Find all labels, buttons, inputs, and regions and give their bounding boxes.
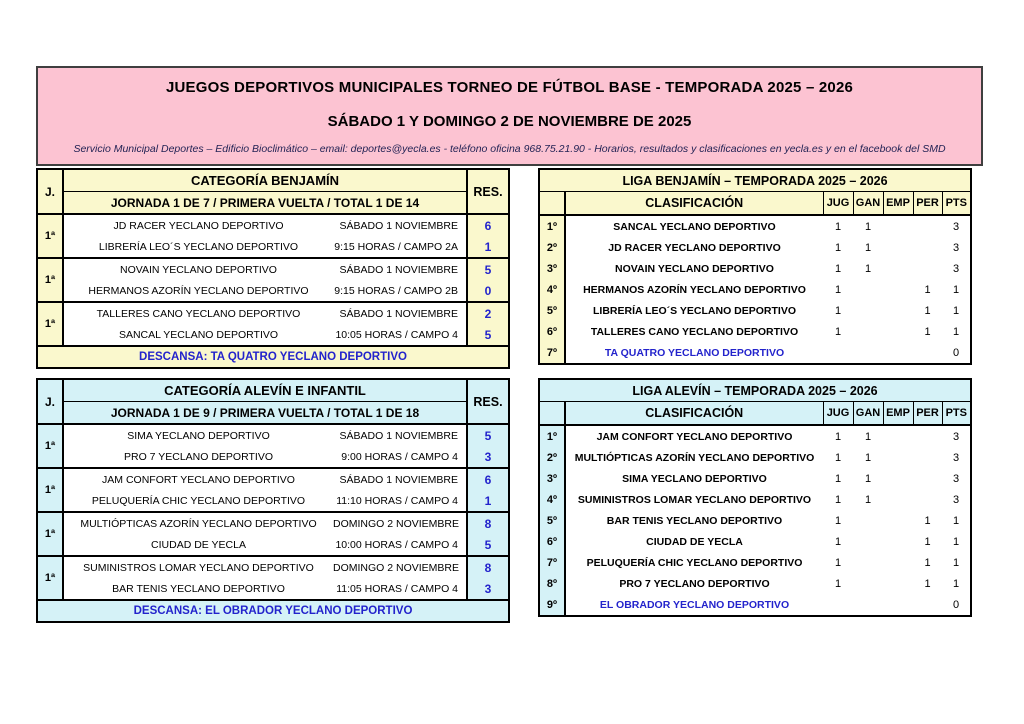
stat-header-gan: GAN xyxy=(853,192,883,216)
home-team: JAM CONFORT YECLANO DEPORTIVO xyxy=(63,468,333,490)
section-benjamin xyxy=(36,168,972,369)
position-label: 3º xyxy=(539,258,565,279)
stat-header-pts: PTS xyxy=(942,192,971,216)
stat-gan: 1 xyxy=(864,241,872,254)
position-label: 2º xyxy=(539,237,565,258)
stat-emp xyxy=(883,237,913,258)
standings-row xyxy=(539,342,971,364)
standings-table-benjamin xyxy=(538,168,972,365)
stat-jug: 1 xyxy=(834,451,842,464)
team-name: JAM CONFORT YECLANO DEPORTIVO xyxy=(596,430,793,443)
clasificacion-header: CLASIFICACIÓN xyxy=(565,402,823,426)
result-column-header: RES. xyxy=(467,169,509,214)
match-row xyxy=(37,468,509,490)
team-name: JD RACER YECLANO DEPORTIVO xyxy=(608,241,781,254)
stat-emp xyxy=(883,300,913,321)
standings-row xyxy=(539,510,971,531)
home-team: TALLERES CANO YECLANO DEPORTIVO xyxy=(63,302,333,324)
standings-row xyxy=(539,552,971,573)
away-team: PELUQUERÍA CHIC YECLANO DEPORTIVO xyxy=(91,494,306,507)
team-name: PRO 7 YECLANO DEPORTIVO xyxy=(619,577,770,590)
result-column-header: RES. xyxy=(467,379,509,424)
stat-gan xyxy=(853,552,883,573)
tournament-title: JUEGOS DEPORTIVOS MUNICIPALES TORNEO DE FÚTBOL BASE - TEMPORADA 2025 – 2026 xyxy=(165,79,854,96)
jornada-number: 1ª xyxy=(37,214,63,258)
stat-gan: 1 xyxy=(864,451,872,464)
stat-jug: 1 xyxy=(834,304,842,317)
stat-pts: 1 xyxy=(952,577,960,590)
team-name: HERMANOS AZORÍN YECLANO DEPORTIVO xyxy=(583,283,806,296)
position-label: 6º xyxy=(539,531,565,552)
category-title: CATEGORÍA ALEVÍN E INFANTIL xyxy=(63,379,467,402)
stat-per: 1 xyxy=(924,514,931,527)
stat-pts: 1 xyxy=(952,514,960,527)
stat-jug: 1 xyxy=(834,493,842,506)
position-label: 8º xyxy=(539,573,565,594)
jornada-number: 1ª xyxy=(37,556,63,600)
match-row xyxy=(37,236,509,258)
stat-jug: 1 xyxy=(834,430,842,443)
stat-jug: 1 xyxy=(834,283,842,296)
home-score: 6 xyxy=(467,214,509,236)
team-name: EL OBRADOR YECLANO DEPORTIVO xyxy=(599,598,790,611)
match-date: DOMINGO 2 NOVIEMBRE xyxy=(333,556,467,578)
team-name: SUMINISTROS LOMAR YECLANO DEPORTIVO xyxy=(577,493,812,506)
stat-gan xyxy=(853,342,883,364)
standings-row xyxy=(539,531,971,552)
stat-gan: 1 xyxy=(864,493,872,506)
standings-table-alevin xyxy=(538,378,972,617)
home-score: 6 xyxy=(467,468,509,490)
home-score: 2 xyxy=(467,302,509,324)
match-row xyxy=(37,446,509,468)
standings-row xyxy=(539,468,971,489)
stat-gan xyxy=(853,321,883,342)
stat-emp xyxy=(883,215,913,237)
stat-emp xyxy=(883,279,913,300)
stat-emp xyxy=(883,510,913,531)
home-team: SUMINISTROS LOMAR YECLANO DEPORTIVO xyxy=(63,556,333,578)
stat-gan: 1 xyxy=(864,472,872,485)
standings-row xyxy=(539,447,971,468)
stat-emp xyxy=(883,489,913,510)
stat-pts: 0 xyxy=(952,598,960,611)
standings-row xyxy=(539,321,971,342)
standings-row xyxy=(539,279,971,300)
stat-gan: 1 xyxy=(864,430,872,443)
match-row xyxy=(37,280,509,302)
standings-row xyxy=(539,425,971,447)
stat-per xyxy=(913,215,942,237)
stat-jug: 1 xyxy=(834,577,842,590)
stat-emp xyxy=(883,594,913,616)
away-team: CIUDAD DE YECLA xyxy=(151,538,246,551)
away-team: LIBRERÍA LEO´S YECLANO DEPORTIVO xyxy=(98,240,299,253)
match-time-venue: 10:05 HORAS / CAMPO 4 xyxy=(335,328,458,341)
match-time-venue: 11:10 HORAS / CAMPO 4 xyxy=(336,494,458,507)
jornada-number: 1ª xyxy=(37,512,63,556)
stat-jug: 1 xyxy=(834,262,842,275)
stat-gan xyxy=(853,279,883,300)
team-name: PELUQUERÍA CHIC YECLANO DEPORTIVO xyxy=(586,556,803,569)
away-score: 3 xyxy=(467,578,509,600)
stat-header-jug: JUG xyxy=(823,402,853,426)
position-label: 9º xyxy=(539,594,565,616)
jornada-number: 1ª xyxy=(37,302,63,346)
match-date: SÁBADO 1 NOVIEMBRE xyxy=(333,424,467,446)
home-score: 8 xyxy=(467,512,509,534)
position-label: 5º xyxy=(539,510,565,531)
match-row xyxy=(37,214,509,236)
position-label: 1º xyxy=(539,215,565,237)
home-team: NOVAIN YECLANO DEPORTIVO xyxy=(63,258,333,280)
stat-emp xyxy=(883,342,913,364)
away-score: 1 xyxy=(467,236,509,258)
team-name: CIUDAD DE YECLA xyxy=(646,535,743,548)
home-team: SIMA YECLANO DEPORTIVO xyxy=(63,424,333,446)
away-score: 3 xyxy=(467,446,509,468)
stat-emp xyxy=(883,531,913,552)
stat-jug: 1 xyxy=(834,220,842,233)
stat-pts: 3 xyxy=(952,430,960,443)
match-row xyxy=(37,534,509,556)
match-date: DOMINGO 2 NOVIEMBRE xyxy=(333,512,467,534)
standings-row xyxy=(539,215,971,237)
stat-per: 1 xyxy=(924,325,931,338)
stat-emp xyxy=(883,573,913,594)
standings-header-row xyxy=(539,192,971,216)
stat-pts: 0 xyxy=(952,346,960,359)
stat-gan xyxy=(853,510,883,531)
stat-gan: 1 xyxy=(864,262,872,275)
home-team: JD RACER YECLANO DEPORTIVO xyxy=(63,214,333,236)
stat-gan xyxy=(853,531,883,552)
stat-header-per: PER xyxy=(913,402,942,426)
team-name: NOVAIN YECLANO DEPORTIVO xyxy=(615,262,774,275)
away-score: 5 xyxy=(467,534,509,556)
team-name: TALLERES CANO YECLANO DEPORTIVO xyxy=(590,325,799,338)
stat-per: 1 xyxy=(924,304,931,317)
match-row xyxy=(37,556,509,578)
stat-pts: 3 xyxy=(952,472,960,485)
stat-pts: 3 xyxy=(952,220,960,233)
stat-jug: 1 xyxy=(834,472,842,485)
stat-header-per: PER xyxy=(913,192,942,216)
bye-team-note: DESCANSA: TA QUATRO YECLANO DEPORTIVO xyxy=(37,346,509,368)
stat-pts: 1 xyxy=(952,325,960,338)
stat-per xyxy=(913,468,942,489)
jornada-number: 1ª xyxy=(37,258,63,302)
jornada-line: JORNADA 1 DE 7 / PRIMERA VUELTA / TOTAL 1 DE 14 xyxy=(63,192,467,215)
stat-gan xyxy=(853,300,883,321)
matchday-dates: SÁBADO 1 Y DOMINGO 2 DE NOVIEMBRE DE 2025 xyxy=(327,113,692,130)
away-team: HERMANOS AZORÍN YECLANO DEPORTIVO xyxy=(88,284,309,297)
match-row xyxy=(37,490,509,512)
match-date: SÁBADO 1 NOVIEMBRE xyxy=(333,468,467,490)
stat-emp xyxy=(883,258,913,279)
jornada-number: 1ª xyxy=(37,468,63,512)
position-column-header xyxy=(539,192,565,216)
stat-per: 1 xyxy=(924,556,931,569)
position-label: 4º xyxy=(539,489,565,510)
match-time-venue: 9:15 HORAS / CAMPO 2A xyxy=(334,240,458,253)
team-name: SIMA YECLANO DEPORTIVO xyxy=(622,472,767,485)
fixtures-table-benjamin xyxy=(36,168,510,369)
stat-pts: 1 xyxy=(952,535,960,548)
match-date: SÁBADO 1 NOVIEMBRE xyxy=(333,258,467,280)
position-label: 7º xyxy=(539,552,565,573)
position-label: 1º xyxy=(539,425,565,447)
team-name: BAR TENIS YECLANO DEPORTIVO xyxy=(606,514,783,527)
stat-per xyxy=(913,594,942,616)
match-row xyxy=(37,512,509,534)
stat-header-jug: JUG xyxy=(823,192,853,216)
jornada-number: 1ª xyxy=(37,424,63,468)
match-row xyxy=(37,258,509,280)
stat-emp xyxy=(883,468,913,489)
stat-per: 1 xyxy=(924,283,931,296)
position-label: 4º xyxy=(539,279,565,300)
position-label: 5º xyxy=(539,300,565,321)
stat-jug xyxy=(823,594,853,616)
stat-gan xyxy=(853,573,883,594)
stat-pts: 1 xyxy=(952,283,960,296)
stat-pts: 3 xyxy=(952,451,960,464)
league-title: LIGA BENJAMÍN – TEMPORADA 2025 – 2026 xyxy=(539,169,971,192)
stat-per xyxy=(913,342,942,364)
away-team: SANCAL YECLANO DEPORTIVO xyxy=(118,328,279,341)
stat-gan: 1 xyxy=(864,220,872,233)
stat-per xyxy=(913,447,942,468)
stat-header-emp: EMP xyxy=(883,402,913,426)
match-date: SÁBADO 1 NOVIEMBRE xyxy=(333,302,467,324)
away-score: 1 xyxy=(467,490,509,512)
stat-jug xyxy=(823,342,853,364)
team-name: MULTIÓPTICAS AZORÍN YECLANO DEPORTIVO xyxy=(574,451,815,464)
stat-header-pts: PTS xyxy=(942,402,971,426)
home-score: 5 xyxy=(467,424,509,446)
stat-emp xyxy=(883,321,913,342)
away-score: 5 xyxy=(467,324,509,346)
match-row xyxy=(37,324,509,346)
team-name: TA QUATRO YECLANO DEPORTIVO xyxy=(604,346,785,359)
match-row xyxy=(37,302,509,324)
stat-jug: 1 xyxy=(834,556,842,569)
standings-row xyxy=(539,237,971,258)
home-score: 5 xyxy=(467,258,509,280)
home-score: 8 xyxy=(467,556,509,578)
stat-jug: 1 xyxy=(834,514,842,527)
away-team: PRO 7 YECLANO DEPORTIVO xyxy=(124,450,273,463)
fixtures-table-alevin xyxy=(36,378,510,623)
stat-per: 1 xyxy=(924,577,931,590)
tournament-banner xyxy=(36,66,983,166)
stat-jug: 1 xyxy=(834,241,842,254)
position-column-header xyxy=(539,402,565,426)
stat-pts: 3 xyxy=(952,241,960,254)
stat-per xyxy=(913,258,942,279)
match-time-venue: 9:15 HORAS / CAMPO 2B xyxy=(334,284,458,297)
clasificacion-header: CLASIFICACIÓN xyxy=(565,192,823,216)
jornada-column-header: J. xyxy=(37,379,63,424)
stat-header-emp: EMP xyxy=(883,192,913,216)
match-time-venue: 11:05 HORAS / CAMPO 4 xyxy=(336,582,458,595)
league-title: LIGA ALEVÍN – TEMPORADA 2025 – 2026 xyxy=(539,379,971,402)
stat-jug: 1 xyxy=(834,535,842,548)
stat-per: 1 xyxy=(924,535,931,548)
standings-row xyxy=(539,489,971,510)
section-alevin xyxy=(36,378,972,623)
stat-pts: 3 xyxy=(952,493,960,506)
jornada-column-header: J. xyxy=(37,169,63,214)
match-row xyxy=(37,578,509,600)
stat-pts: 3 xyxy=(952,262,960,275)
stat-header-gan: GAN xyxy=(853,402,883,426)
stat-emp xyxy=(883,552,913,573)
bye-team-note: DESCANSA: EL OBRADOR YECLANO DEPORTIVO xyxy=(37,600,509,622)
jornada-line: JORNADA 1 DE 9 / PRIMERA VUELTA / TOTAL 1 DE 18 xyxy=(63,402,467,425)
match-row xyxy=(37,424,509,446)
match-time-venue: 10:00 HORAS / CAMPO 4 xyxy=(335,538,458,551)
position-label: 6º xyxy=(539,321,565,342)
position-label: 2º xyxy=(539,447,565,468)
stat-per xyxy=(913,237,942,258)
away-score: 0 xyxy=(467,280,509,302)
stat-per xyxy=(913,489,942,510)
standings-row xyxy=(539,300,971,321)
stat-pts: 1 xyxy=(952,556,960,569)
standings-row xyxy=(539,573,971,594)
stat-per xyxy=(913,425,942,447)
position-label: 3º xyxy=(539,468,565,489)
match-time-venue: 9:00 HORAS / CAMPO 4 xyxy=(341,450,458,463)
stat-gan xyxy=(853,594,883,616)
stat-emp xyxy=(883,447,913,468)
stat-pts: 1 xyxy=(952,304,960,317)
category-title: CATEGORÍA BENJAMÍN xyxy=(63,169,467,192)
away-team: BAR TENIS YECLANO DEPORTIVO xyxy=(112,582,285,595)
standings-row xyxy=(539,594,971,616)
home-team: MULTIÓPTICAS AZORÍN YECLANO DEPORTIVO xyxy=(63,512,333,534)
team-name: SANCAL YECLANO DEPORTIVO xyxy=(613,220,776,233)
standings-row xyxy=(539,258,971,279)
contact-info-line: Servicio Municipal Deportes – Edificio Bioclimático – email: deportes@yecla.es - teléfono oficina 968.75.21.90 - Horarios, resultados y clasificaciones en yecla.es y en el facebook del SMD xyxy=(73,143,946,155)
standings-header-row xyxy=(539,402,971,426)
position-label: 7º xyxy=(539,342,565,364)
stat-emp xyxy=(883,425,913,447)
stat-jug: 1 xyxy=(834,325,842,338)
team-name: LIBRERÍA LEO´S YECLANO DEPORTIVO xyxy=(592,304,797,317)
match-date: SÁBADO 1 NOVIEMBRE xyxy=(333,214,467,236)
